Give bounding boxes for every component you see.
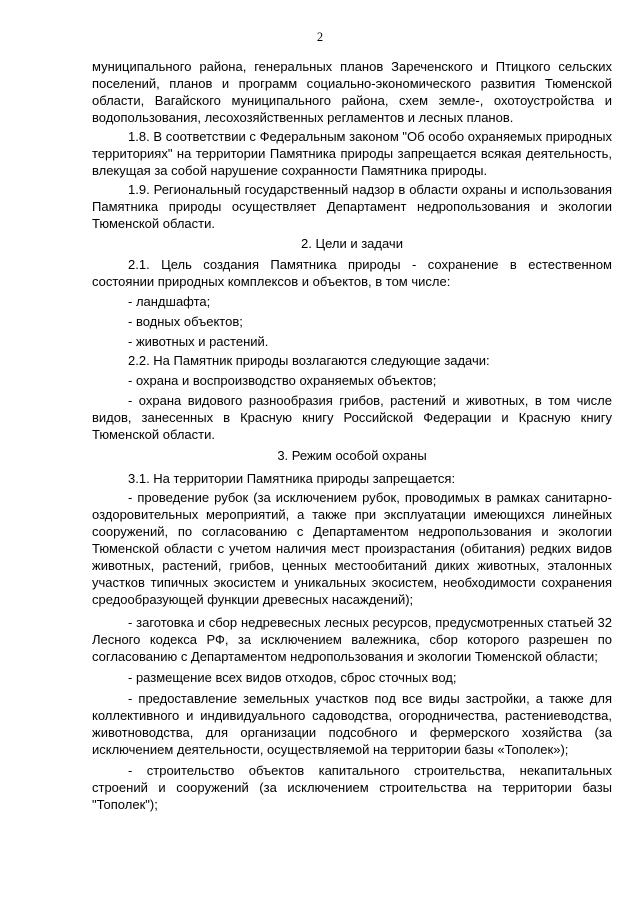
paragraph-2-2: 2.2. На Памятник природы возлагаются следующие задачи: — [128, 353, 490, 368]
list-item-land-plots: - предоставление земельных участков под все виды застройки, а также для коллективного и индивидуального садоводства, огородничества, растениеводства, животноводства, для организации подсобного и фермерского хозяйства (за исключением деятельности, осуществляемой на территории базы «Тополек»); — [92, 691, 612, 757]
paragraph-continuation: муниципального района, генеральных планов Зареченского и Птицкого сельских поселений, планов и программ социально-экономического развития Тюменской области, Вагайского муниципального района, схем земле-, охотоустройства и водопользования, лесохозяйственных регламентов и лесных планов. — [92, 59, 612, 125]
page-number: 2 — [316, 30, 324, 44]
list-item-water: - водных объектов; — [128, 314, 243, 329]
list-item-species: - охрана видового разнообразия грибов, растений и животных, в том числе видов, занесенных в Красную книгу Российской Федерации и Красную книгу Тюменской области. — [92, 393, 612, 442]
list-item-landscape: - ландшафта; — [128, 294, 211, 309]
list-item-construction: - строительство объектов капитального строительства, некапитальных строений и сооружений (за исключением строительства на территории базы "Тополек"); — [92, 763, 612, 812]
list-item-harvesting: - заготовка и сбор недревесных лесных ресурсов, предусмотренных статьей 32 Лесного кодекса РФ, за исключением валежника, сбор которого разрешен по согласованию с Департаментом недропользования и экологии Тюменской области; — [92, 615, 612, 664]
list-item-protection: - охрана и воспроизводство охраняемых объектов; — [128, 373, 437, 388]
document-body — [92, 58, 612, 813]
list-item-animals: - животных и растений. — [128, 334, 269, 349]
paragraph-2-1: 2.1. Цель создания Памятника природы - сохранение в естественном состоянии природных комплексов и объектов, в том числе: — [92, 257, 612, 289]
paragraph-1-8: 1.8. В соответствии с Федеральным законом "Об особо охраняемых природных территориях" на территории Памятника природы запрещается всякая деятельность, влекущая за собой нарушение сохранности Памятника природы. — [92, 129, 612, 178]
paragraph-1-9: 1.9. Региональный государственный надзор в области охраны и использования Памятника природы осуществляет Департамент недропользования и экологии Тюменской области. — [92, 182, 612, 231]
section-heading-2: 2. Цели и задачи — [301, 236, 403, 251]
section-heading-3: 3. Режим особой охраны — [277, 448, 427, 463]
list-item-waste: - размещение всех видов отходов, сброс сточных вод; — [128, 670, 457, 685]
list-item-felling: - проведение рубок (за исключением рубок, проводимых в рамках санитарно-оздоровительных мероприятий, а также при эксплуатации имеющихся линейных сооружений, по согласованию с Департаментом недропользования и экологии Тюменской области с учетом наличия мест произрастания (обитания) редких видов животных, растений, грибов, ценных местообитаний диких животных, эталонных участков типичных экосистем и уникальных экосистем, необходимости сохранения средообразующей функции древесных насаждений); — [92, 490, 612, 607]
paragraph-3-1: 3.1. На территории Памятника природы запрещается: — [128, 471, 456, 486]
